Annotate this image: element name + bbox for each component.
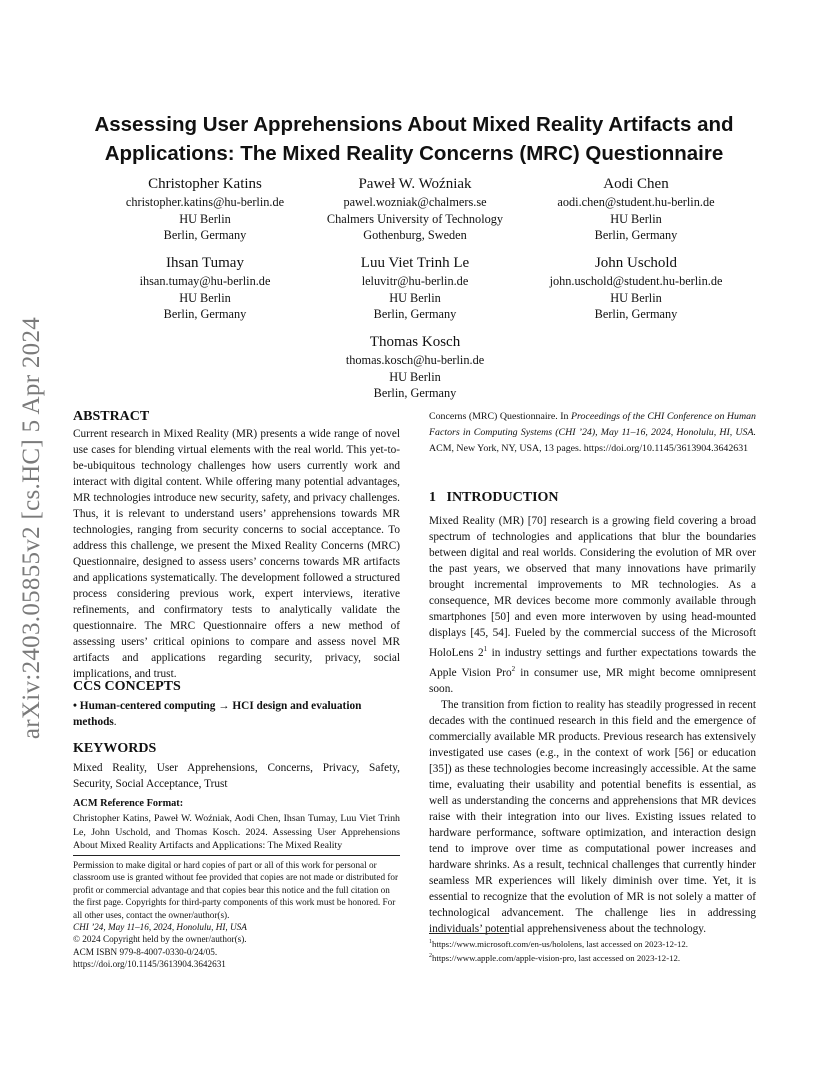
abstract-heading: ABSTRACT <box>73 409 150 424</box>
footnote-marker-2: 2 <box>511 664 516 673</box>
paper-title <box>40 110 788 168</box>
author-location: Berlin, Germany <box>373 307 457 321</box>
arxiv-stamp-text: arXiv:2403.05855v2 [cs.HC] 5 Apr 2024 <box>18 316 45 740</box>
ccs-heading: CCS CONCEPTS <box>73 679 181 694</box>
author-name: Thomas Kosch <box>369 334 461 350</box>
introduction-section <box>429 489 756 937</box>
ccs-section <box>73 678 400 730</box>
conference-line-text: CHI ’24, May 11–16, 2024, Honolulu, HI, USA <box>73 922 247 933</box>
keywords-section <box>73 740 400 792</box>
author-name: Aodi Chen <box>603 176 669 192</box>
author-affiliation: HU Berlin <box>179 211 231 226</box>
left-column <box>73 408 400 682</box>
author-email: ihsan.tumay@hu-berlin.de <box>139 274 271 288</box>
author-affiliation: HU Berlin <box>610 211 662 226</box>
introduction-paragraph-1 <box>429 513 756 697</box>
reference-continued-doi: ACM, New York, NY, USA, 13 pages. https://doi.org/10.1145/3613904.3642631 <box>429 443 749 454</box>
ccs-concepts: • Human-centered computing → HCI design and evaluation methods. <box>73 700 362 728</box>
permission-divider <box>73 855 400 856</box>
author-affiliation: HU Berlin <box>389 369 441 384</box>
author-name: Christopher Katins <box>148 176 262 192</box>
permission-text: Permission to make digital or hard copies of part or all of this work for personal or classroom use is granted without fee provided that copies are not made or distributed for profit or commercial advantage and that copies bear this notice and the full citation on the first page. Copyrights for third-party components of this work must be honored. For all other uses, contact the owner/author(s). <box>73 860 399 920</box>
footnote-1 <box>429 936 756 950</box>
introduction-paragraph-2: The transition from fiction to reality has steadily progressed in recent decades with the continued research in this field and the emergence of commercially available MR products. Previous research has extensively investigated use cases (e.g., in the context of work [56] or education [35]) as these technologies become increasingly accessible. At the same time, evaluating their usability and potential benefits is essential, as well as understanding the concerns and apprehensions that MR devices raise with their integration into our lives. Existing issues related to hardware performance, software optimization, and interaction design tend to improve over time as computational power increases and hardware shrinks. As a result, technical challenges that currently hinder seamless MR experiences will likely diminish over time. Yet, it is essential to recognize that the evolution of MR is not solely a matter of technological advancement. The challenge lies in addressing individuals’ potential apprehensiveness about the technology. <box>429 698 756 935</box>
footnote-1-number: 1 <box>429 939 432 945</box>
introduction-heading: 1 INTRODUCTION <box>429 490 559 505</box>
author-block <box>511 174 761 244</box>
paper-title-line-2: Applications: The Mixed Reality Concerns (MRC) Questionnaire <box>104 142 724 165</box>
author-location: Berlin, Germany <box>594 228 678 242</box>
reference-continued-venue: Proceedings of the CHI Conference on Human Factors in Computing Systems (CHI ’24), May 11–16, 2024, Honolulu, HI, USA. <box>429 411 756 438</box>
intro-p1-part-b: in industry settings and further expectations towards the Apple Vision Pro <box>429 646 756 679</box>
copyright-line: © 2024 Copyright held by the owner/author(s). <box>73 934 247 945</box>
footnote-divider <box>429 933 509 934</box>
footnote-1-text: https://www.microsoft.com/en-us/hololens, last accessed on 2023-12-12. <box>432 938 688 949</box>
intro-p1-part-a: Mixed Reality (MR) [70] research is a growing field covering a broad spectrum of technologies and applications that blur the boundaries between digital and real worlds. Considering the evolution of MR over the past years, we observed that many innovations have primarily brought incremental improvements to MR technologies. As a consequence, MR devices become more commonly available through smartphones [50] and even more interwoven by using head-mounted displays [45, 54]. Fueled by the commercial success of the Microsoft HoloLens 2 <box>429 515 756 659</box>
footnote-2 <box>429 950 756 964</box>
paper-title-line-1: Assessing User Apprehensions About Mixed Reality Artifacts and <box>94 113 734 136</box>
author-email: pawel.wozniak@chalmers.se <box>343 195 487 209</box>
reference-format <box>73 796 400 853</box>
doi-line: https://doi.org/10.1145/3613904.3642631 <box>73 959 226 970</box>
permission-block <box>73 859 400 971</box>
conference-line <box>73 921 400 933</box>
author-name: John Uschold <box>594 255 678 271</box>
author-name: Ihsan Tumay <box>166 255 244 271</box>
author-location: Gothenburg, Sweden <box>363 228 467 242</box>
author-location: Berlin, Germany <box>594 307 678 321</box>
author-email: leluvitr@hu-berlin.de <box>361 274 469 288</box>
reference-format-continued <box>429 409 756 457</box>
author-email: thomas.kosch@hu-berlin.de <box>345 353 485 367</box>
author-block <box>290 253 540 323</box>
author-affiliation: Chalmers University of Technology <box>326 211 504 226</box>
author-email: christopher.katins@hu-berlin.de <box>125 195 285 209</box>
author-block <box>511 253 761 323</box>
reference-format-text: Christopher Katins, Paweł W. Woźniak, Aodi Chen, Ihsan Tumay, Luu Viet Trinh Le, John Uschold, and Thomas Kosch. 2024. Assessing User Apprehensions About Mixed Reality Artifacts and Applications: The Mixed Reality <box>73 813 400 851</box>
isbn-line: ACM ISBN 979-8-4007-0330-0/24/05. <box>73 946 218 957</box>
ccs-concepts-text: • Human-centered computing → HCI design and evaluation methods <box>73 700 362 728</box>
abstract-text: Current research in Mixed Reality (MR) presents a wide range of novel use cases for blending virtual elements with the real world. This yet-to-be-ubiquitous technology challenges how users currently work and interact with digital content. While offering many potential advantages, MR technologies introduce new security, safety, and privacy challenges. Thus, it is relevant to understand users’ apprehensions towards MR technologies, ranging from security concerns to social acceptance. To address this challenge, we present the Mixed Reality Concerns (MRC) Questionnaire, designed to assess users’ concerns towards MR artifacts and applications systematically. The development followed a structured process considering previous work, expert interviews, iterative refinements, and confirmatory tests to analytically validate the questionnaire. The MRC Questionnaire offers a new method of assessing users’ critical opinions to compare and assess novel MR artifacts and applications regarding security, privacy, social implications, and trust. <box>73 428 400 680</box>
author-location: Berlin, Germany <box>163 307 247 321</box>
arxiv-stamp <box>8 300 56 755</box>
author-name: Paweł W. Woźniak <box>358 176 472 192</box>
footnote-2-number: 2 <box>429 953 432 960</box>
intro-p1-part-c: in consumer use, MR might become omnipresent soon. <box>429 666 756 695</box>
keywords-text: Mixed Reality, User Apprehensions, Concerns, Privacy, Safety, Security, Social Acceptance, Trust <box>73 762 400 790</box>
author-affiliation: HU Berlin <box>389 290 441 305</box>
author-email: john.uschold@student.hu-berlin.de <box>549 274 723 288</box>
author-email: aodi.chen@student.hu-berlin.de <box>557 195 715 209</box>
author-name: Luu Viet Trinh Le <box>360 255 470 271</box>
reference-format-heading: ACM Reference Format: <box>73 798 184 809</box>
footnotes <box>429 936 756 965</box>
author-affiliation: HU Berlin <box>179 290 231 305</box>
author-location: Berlin, Germany <box>373 386 457 400</box>
author-location: Berlin, Germany <box>163 228 247 242</box>
author-block <box>290 174 540 244</box>
reference-continued-plain: Concerns (MRC) Questionnaire. In <box>429 411 572 422</box>
author-affiliation: HU Berlin <box>610 290 662 305</box>
footnote-marker-1: 1 <box>483 645 488 653</box>
footnote-2-text: https://www.apple.com/apple-vision-pro, last accessed on 2023-12-12. <box>432 953 681 964</box>
author-block <box>290 332 540 402</box>
keywords-heading: KEYWORDS <box>73 741 157 756</box>
